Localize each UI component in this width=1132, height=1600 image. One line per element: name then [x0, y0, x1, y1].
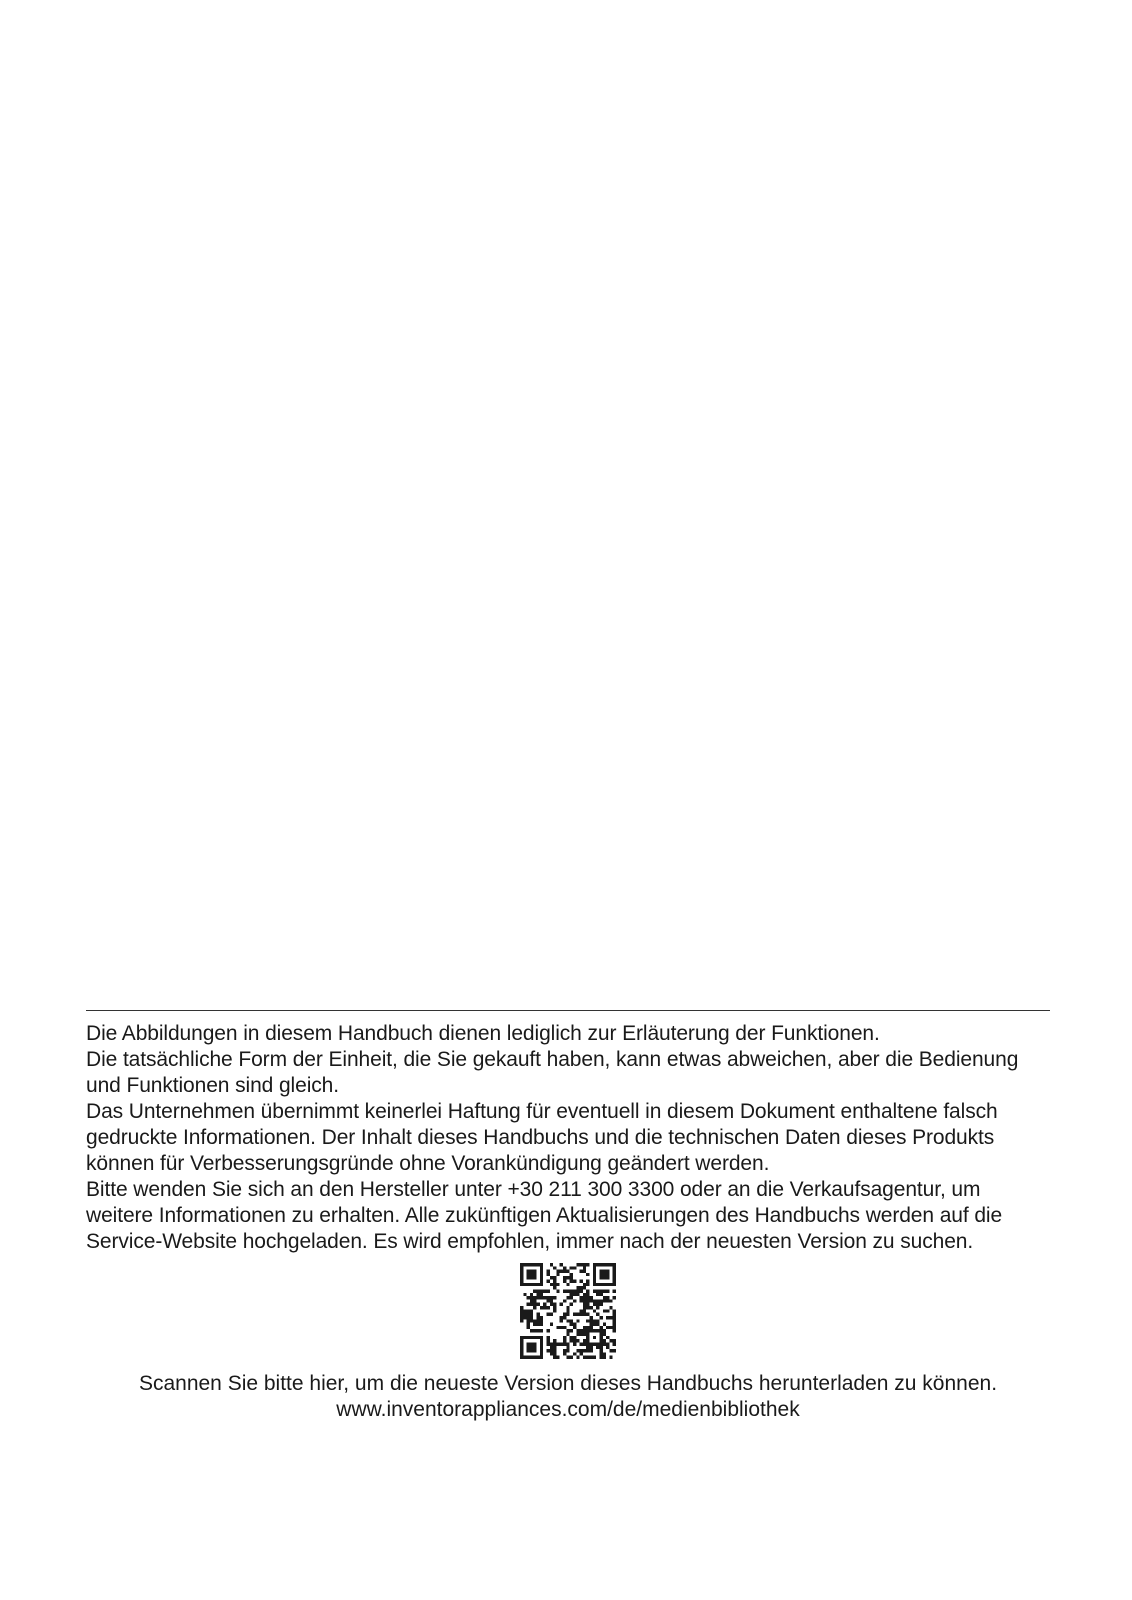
- footer-block: [86, 1010, 1050, 1423]
- scan-text: [86, 1371, 1050, 1423]
- disclaimer-paragraph-2: Die tatsächliche Form der Einheit, die Sie gekauft haben, kann etwas abweichen, aber die Bedienung und Funktionen sind gleich.: [86, 1048, 1019, 1097]
- disclaimer-paragraph-3: Das Unternehmen übernimmt keinerlei Haftung für eventuell in diesem Dokument enthaltene falsch gedruckte Informationen. Der Inhalt dieses Handbuchs und die technischen Daten dieses Produkts können für Verbesserungsgründe ohne Vorankündigung geändert werden.: [86, 1100, 998, 1175]
- scan-instruction: Scannen Sie bitte hier, um die neueste Version dieses Handbuchs herunterladen zu können.: [138, 1372, 998, 1395]
- divider: [86, 1010, 1050, 1011]
- disclaimer-paragraph-1: Die Abbildungen in diesem Handbuch dienen lediglich zur Erläuterung der Funktionen.: [86, 1022, 880, 1045]
- qr-code-icon: [520, 1263, 616, 1359]
- qr-wrap: [86, 1263, 1050, 1359]
- download-url[interactable]: www.inventorappliances.com/de/medienbibliothek: [336, 1398, 800, 1421]
- disclaimer-paragraph-4: Bitte wenden Sie sich an den Hersteller unter +30 211 300 3300 oder an die Verkaufsagentur, um weitere Informationen zu erhalten. Alle zukünftigen Aktualisierungen des Handbuchs werden auf die Service-Website hochgeladen. Es wird empfohlen, immer nach der neuesten Version zu suchen.: [86, 1178, 1003, 1253]
- disclaimer: [86, 1021, 1050, 1255]
